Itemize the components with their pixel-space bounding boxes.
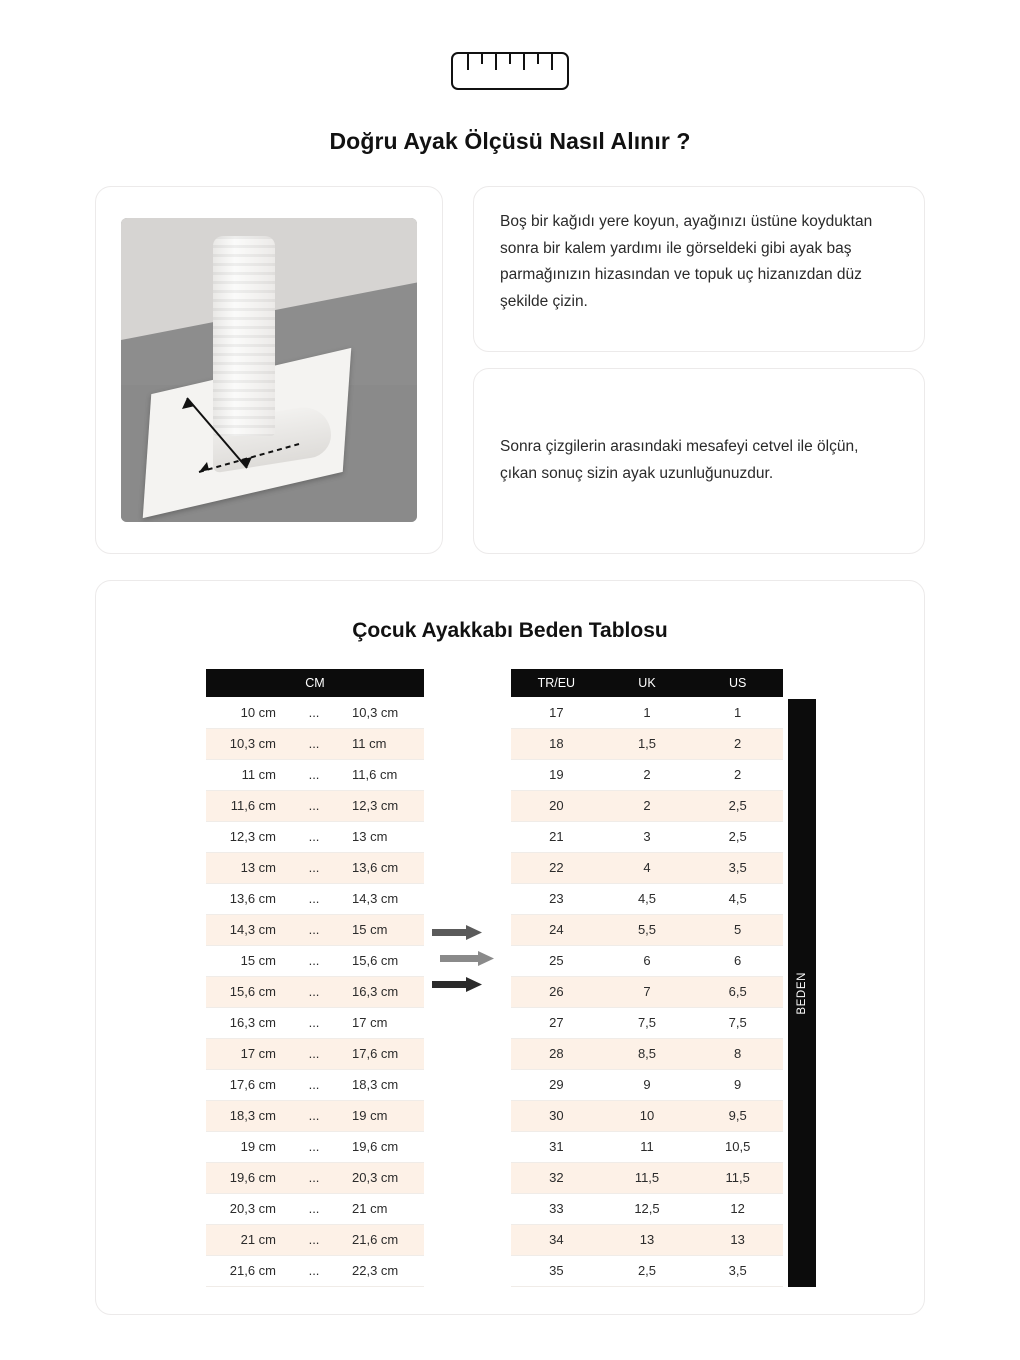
cm-max-value: 13,6 cm xyxy=(336,852,424,883)
size-tr-eu: 31 xyxy=(511,1131,602,1162)
ruler-icon xyxy=(451,52,569,90)
table-row xyxy=(206,1255,424,1286)
cm-table xyxy=(206,669,424,1287)
table-row xyxy=(511,697,783,728)
size-tables-wrap xyxy=(96,669,924,1289)
instruction-text-2: Sonra çizgilerin arasındaki mesafeyi cetvel ile ölçün, çıkan sonuç sizin ayak uzunluğunuzdur. xyxy=(500,438,859,482)
size-us: 13 xyxy=(692,1224,783,1255)
size-uk: 8,5 xyxy=(602,1038,693,1069)
size-uk: 11,5 xyxy=(602,1162,693,1193)
table-row xyxy=(511,1038,783,1069)
cm-max-value: 17 cm xyxy=(336,1007,424,1038)
cm-min-value: 10,3 cm xyxy=(206,728,292,759)
table-row xyxy=(511,852,783,883)
table-row xyxy=(206,883,424,914)
cm-separator: ... xyxy=(292,1038,336,1069)
ruler-icon-container xyxy=(0,52,1020,90)
cm-max-value: 19,6 cm xyxy=(336,1131,424,1162)
size-tr-eu: 19 xyxy=(511,759,602,790)
cm-table-header: CM xyxy=(206,669,424,697)
size-uk: 1 xyxy=(602,697,693,728)
size-tr-eu: 30 xyxy=(511,1100,602,1131)
table-row xyxy=(511,759,783,790)
cm-max-value: 11 cm xyxy=(336,728,424,759)
cm-separator: ... xyxy=(292,852,336,883)
page-title: Doğru Ayak Ölçüsü Nasıl Alınır ? xyxy=(329,128,691,154)
cm-max-value: 21,6 cm xyxy=(336,1224,424,1255)
cm-separator: ... xyxy=(292,1193,336,1224)
size-us: 1 xyxy=(692,697,783,728)
cm-max-value: 12,3 cm xyxy=(336,790,424,821)
table-row xyxy=(511,914,783,945)
cm-min-value: 13 cm xyxy=(206,852,292,883)
cm-min-value: 11 cm xyxy=(206,759,292,790)
size-uk: 5,5 xyxy=(602,914,693,945)
photo-card xyxy=(95,186,443,554)
size-tr-eu: 24 xyxy=(511,914,602,945)
table-row xyxy=(206,945,424,976)
cm-separator: ... xyxy=(292,790,336,821)
cm-min-value: 14,3 cm xyxy=(206,914,292,945)
table-row xyxy=(511,1131,783,1162)
cm-max-value: 18,3 cm xyxy=(336,1069,424,1100)
size-uk: 7,5 xyxy=(602,1007,693,1038)
cm-separator: ... xyxy=(292,728,336,759)
instruction-cards xyxy=(473,186,925,554)
table-row xyxy=(206,1100,424,1131)
cm-separator: ... xyxy=(292,945,336,976)
size-table-title: Çocuk Ayakkabı Beden Tablosu xyxy=(352,619,668,642)
size-uk: 2,5 xyxy=(602,1255,693,1286)
size-tr-eu: 27 xyxy=(511,1007,602,1038)
size-us: 4,5 xyxy=(692,883,783,914)
size-header-tr-eu: TR/EU xyxy=(511,669,602,697)
foot-measure-photo xyxy=(121,218,417,522)
cm-min-value: 17,6 cm xyxy=(206,1069,292,1100)
size-uk: 12,5 xyxy=(602,1193,693,1224)
cm-table-body xyxy=(206,697,424,1286)
cm-max-value: 10,3 cm xyxy=(336,697,424,728)
cm-separator: ... xyxy=(292,821,336,852)
cm-separator: ... xyxy=(292,976,336,1007)
cm-min-value: 16,3 cm xyxy=(206,1007,292,1038)
size-uk: 13 xyxy=(602,1224,693,1255)
cm-separator: ... xyxy=(292,1007,336,1038)
arrows-group xyxy=(432,924,504,1002)
table-row xyxy=(511,1224,783,1255)
size-header-us: US xyxy=(692,669,783,697)
size-uk: 3 xyxy=(602,821,693,852)
size-uk: 2 xyxy=(602,759,693,790)
table-row xyxy=(206,821,424,852)
table-row xyxy=(206,914,424,945)
cm-max-value: 11,6 cm xyxy=(336,759,424,790)
size-table-card xyxy=(95,580,925,1315)
size-uk: 9 xyxy=(602,1069,693,1100)
cm-max-value: 15,6 cm xyxy=(336,945,424,976)
size-table-header-row xyxy=(511,669,783,697)
table-row xyxy=(511,883,783,914)
size-us: 2 xyxy=(692,759,783,790)
table-row xyxy=(206,728,424,759)
cm-min-value: 19 cm xyxy=(206,1131,292,1162)
table-row xyxy=(206,852,424,883)
cm-min-value: 19,6 cm xyxy=(206,1162,292,1193)
size-us: 2,5 xyxy=(692,821,783,852)
cm-separator: ... xyxy=(292,697,336,728)
size-tr-eu: 28 xyxy=(511,1038,602,1069)
cm-max-value: 19 cm xyxy=(336,1100,424,1131)
table-row xyxy=(511,1007,783,1038)
instruction-text-1: Boş bir kağıdı yere koyun, ayağınızı üstüne koyduktan sonra bir kalem yardımı ile görseldeki gibi ayak baş parmağınızın hizasından ve topuk uç hizanızdan düz şekilde çizin. xyxy=(500,213,873,310)
cm-max-value: 17,6 cm xyxy=(336,1038,424,1069)
size-tr-eu: 29 xyxy=(511,1069,602,1100)
cm-min-value: 15 cm xyxy=(206,945,292,976)
instruction-card-2 xyxy=(473,368,925,554)
size-us: 9 xyxy=(692,1069,783,1100)
size-us: 6 xyxy=(692,945,783,976)
cm-separator: ... xyxy=(292,914,336,945)
size-uk: 10 xyxy=(602,1100,693,1131)
table-row xyxy=(206,1007,424,1038)
size-us: 3,5 xyxy=(692,852,783,883)
size-us: 9,5 xyxy=(692,1100,783,1131)
cm-min-value: 15,6 cm xyxy=(206,976,292,1007)
size-us: 10,5 xyxy=(692,1131,783,1162)
table-row xyxy=(511,945,783,976)
size-uk: 4,5 xyxy=(602,883,693,914)
cm-min-value: 10 cm xyxy=(206,697,292,728)
size-tr-eu: 20 xyxy=(511,790,602,821)
size-us: 5 xyxy=(692,914,783,945)
table-row xyxy=(206,790,424,821)
cm-min-value: 21 cm xyxy=(206,1224,292,1255)
size-uk: 11 xyxy=(602,1131,693,1162)
size-tr-eu: 22 xyxy=(511,852,602,883)
cm-min-value: 20,3 cm xyxy=(206,1193,292,1224)
cm-min-value: 11,6 cm xyxy=(206,790,292,821)
cm-max-value: 15 cm xyxy=(336,914,424,945)
table-row xyxy=(206,759,424,790)
table-row xyxy=(511,1069,783,1100)
size-uk: 1,5 xyxy=(602,728,693,759)
size-us: 12 xyxy=(692,1193,783,1224)
cm-separator: ... xyxy=(292,1162,336,1193)
beden-vertical-label xyxy=(788,699,816,1287)
size-tr-eu: 25 xyxy=(511,945,602,976)
size-tr-eu: 23 xyxy=(511,883,602,914)
cm-separator: ... xyxy=(292,1100,336,1131)
cm-min-value: 17 cm xyxy=(206,1038,292,1069)
size-table-body xyxy=(511,697,783,1286)
size-uk: 2 xyxy=(602,790,693,821)
size-tr-eu: 35 xyxy=(511,1255,602,1286)
size-us: 11,5 xyxy=(692,1162,783,1193)
table-row xyxy=(511,1162,783,1193)
size-table xyxy=(511,669,783,1287)
table-row xyxy=(206,1224,424,1255)
table-row xyxy=(511,1193,783,1224)
cm-min-value: 21,6 cm xyxy=(206,1255,292,1286)
table-row xyxy=(511,790,783,821)
table-row xyxy=(206,1162,424,1193)
cm-separator: ... xyxy=(292,1255,336,1286)
photo-measure-arrow xyxy=(169,392,319,478)
size-tr-eu: 34 xyxy=(511,1224,602,1255)
cm-min-value: 13,6 cm xyxy=(206,883,292,914)
size-uk: 6 xyxy=(602,945,693,976)
table-row xyxy=(206,976,424,1007)
table-row xyxy=(511,728,783,759)
size-us: 2 xyxy=(692,728,783,759)
cm-min-value: 18,3 cm xyxy=(206,1100,292,1131)
size-tr-eu: 17 xyxy=(511,697,602,728)
size-tr-eu: 18 xyxy=(511,728,602,759)
size-tr-eu: 26 xyxy=(511,976,602,1007)
cm-min-value: 12,3 cm xyxy=(206,821,292,852)
cm-separator: ... xyxy=(292,1224,336,1255)
table-row xyxy=(206,1131,424,1162)
table-row xyxy=(206,697,424,728)
table-row xyxy=(511,976,783,1007)
table-row xyxy=(206,1038,424,1069)
size-us: 7,5 xyxy=(692,1007,783,1038)
size-us: 3,5 xyxy=(692,1255,783,1286)
instruction-card-1 xyxy=(473,186,925,352)
cm-separator: ... xyxy=(292,1069,336,1100)
cm-max-value: 16,3 cm xyxy=(336,976,424,1007)
cm-max-value: 21 cm xyxy=(336,1193,424,1224)
cm-separator: ... xyxy=(292,1131,336,1162)
cm-max-value: 22,3 cm xyxy=(336,1255,424,1286)
cm-max-value: 20,3 cm xyxy=(336,1162,424,1193)
size-uk: 4 xyxy=(602,852,693,883)
cm-separator: ... xyxy=(292,759,336,790)
cm-max-value: 13 cm xyxy=(336,821,424,852)
size-us: 6,5 xyxy=(692,976,783,1007)
size-us: 8 xyxy=(692,1038,783,1069)
size-tr-eu: 32 xyxy=(511,1162,602,1193)
size-tr-eu: 21 xyxy=(511,821,602,852)
table-row xyxy=(511,1100,783,1131)
table-row xyxy=(511,821,783,852)
size-header-uk: UK xyxy=(602,669,693,697)
table-row xyxy=(206,1069,424,1100)
table-row xyxy=(511,1255,783,1286)
beden-label-text: BEDEN xyxy=(796,971,808,1015)
size-uk: 7 xyxy=(602,976,693,1007)
size-tr-eu: 33 xyxy=(511,1193,602,1224)
size-us: 2,5 xyxy=(692,790,783,821)
cm-max-value: 14,3 cm xyxy=(336,883,424,914)
table-row xyxy=(206,1193,424,1224)
instructions-section xyxy=(95,186,925,554)
cm-separator: ... xyxy=(292,883,336,914)
